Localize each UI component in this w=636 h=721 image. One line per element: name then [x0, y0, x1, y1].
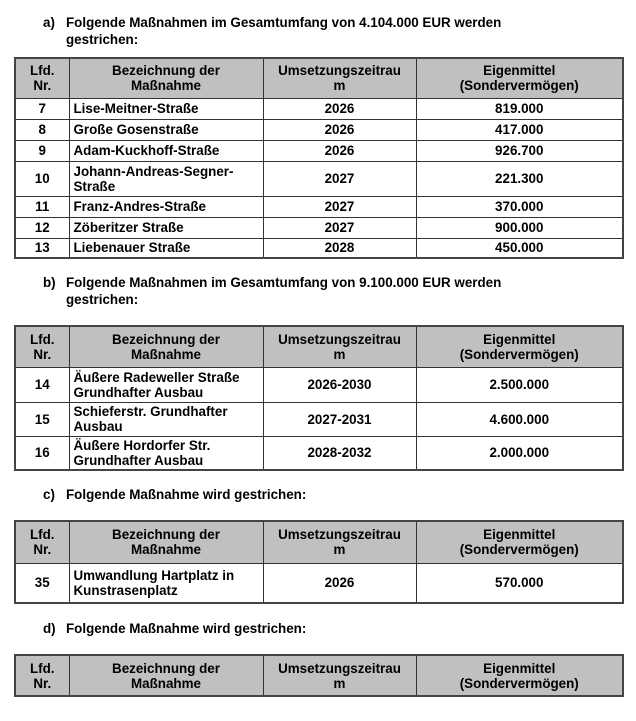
table-row [15, 238, 623, 258]
header-nr: Lfd. Nr. [15, 655, 69, 696]
cell-nr: 11 [15, 196, 69, 217]
cell-nr: 16 [15, 436, 69, 470]
table-row [15, 119, 623, 140]
section-d-table [14, 654, 624, 697]
header-period: Umsetzungszeitrau m [263, 521, 416, 563]
section-d-heading [43, 620, 603, 637]
cell-period: 2026-2030 [263, 367, 416, 402]
cell-period: 2027 [263, 217, 416, 238]
cell-funds: 926.700 [416, 140, 623, 161]
table-row [15, 140, 623, 161]
header-funds: Eigenmittel (Sondervermögen) [416, 326, 623, 367]
cell-funds: 570.000 [416, 563, 623, 603]
section-a-table [14, 57, 624, 259]
section-label: b) [43, 275, 56, 290]
cell-name: Zöberitzer Straße [69, 217, 263, 238]
cell-nr: 13 [15, 238, 69, 258]
table-row [15, 563, 623, 603]
cell-nr: 35 [15, 563, 69, 603]
section-text: Folgende Maßnahmen im Gesamtumfang von 4.104.000 EUR werden gestrichen: [66, 15, 502, 47]
cell-name: Äußere Radeweller Straße Grundhafter Ausbau [69, 367, 263, 402]
section-a-heading [43, 14, 603, 48]
table-row [15, 196, 623, 217]
cell-funds: 2.000.000 [416, 436, 623, 470]
cell-period: 2028 [263, 238, 416, 258]
table-row [15, 402, 623, 436]
cell-funds: 900.000 [416, 217, 623, 238]
cell-funds: 221.300 [416, 161, 623, 196]
cell-funds: 4.600.000 [416, 402, 623, 436]
header-nr: Lfd. Nr. [15, 58, 69, 98]
cell-name: Franz-Andres-Straße [69, 196, 263, 217]
header-period: Umsetzungszeitrau m [263, 326, 416, 367]
header-funds: Eigenmittel (Sondervermögen) [416, 58, 623, 98]
cell-name: Johann-Andreas-Segner-Straße [69, 161, 263, 196]
cell-period: 2026 [263, 563, 416, 603]
header-name: Bezeichnung der Maßnahme [69, 58, 263, 98]
section-label: d) [43, 621, 56, 636]
section-b-table [14, 325, 624, 471]
cell-name: Liebenauer Straße [69, 238, 263, 258]
cell-name: Adam-Kuckhoff-Straße [69, 140, 263, 161]
cell-name: Umwandlung Hartplatz in Kunstrasenplatz [69, 563, 263, 603]
cell-nr: 12 [15, 217, 69, 238]
cell-nr: 7 [15, 98, 69, 119]
table-row [15, 436, 623, 470]
section-b-heading [43, 274, 603, 308]
header-name: Bezeichnung der Maßnahme [69, 326, 263, 367]
cell-funds: 819.000 [416, 98, 623, 119]
cell-period: 2026 [263, 98, 416, 119]
cell-period: 2026 [263, 140, 416, 161]
cell-nr: 14 [15, 367, 69, 402]
header-nr: Lfd. Nr. [15, 521, 69, 563]
table-header-row [15, 58, 623, 98]
header-name: Bezeichnung der Maßnahme [69, 521, 263, 563]
cell-nr: 8 [15, 119, 69, 140]
table-header-row [15, 326, 623, 367]
header-period: Umsetzungszeitrau m [263, 655, 416, 696]
cell-name: Schieferstr. Grundhafter Ausbau [69, 402, 263, 436]
table-row [15, 367, 623, 402]
table-header-row [15, 655, 623, 696]
cell-funds: 2.500.000 [416, 367, 623, 402]
section-label: c) [43, 487, 55, 502]
header-funds: Eigenmittel (Sondervermögen) [416, 521, 623, 563]
section-text: Folgende Maßnahme wird gestrichen: [66, 621, 307, 636]
cell-funds: 370.000 [416, 196, 623, 217]
table-row [15, 98, 623, 119]
section-c-heading [43, 486, 603, 503]
cell-period: 2027 [263, 161, 416, 196]
section-c-table [14, 520, 624, 604]
cell-period: 2028-2032 [263, 436, 416, 470]
cell-name: Äußere Hordorfer Str. Grundhafter Ausbau [69, 436, 263, 470]
section-text: Folgende Maßnahme wird gestrichen: [66, 487, 307, 502]
header-funds: Eigenmittel (Sondervermögen) [416, 655, 623, 696]
cell-period: 2026 [263, 119, 416, 140]
section-label: a) [43, 15, 55, 30]
header-nr: Lfd. Nr. [15, 326, 69, 367]
header-name: Bezeichnung der Maßnahme [69, 655, 263, 696]
cell-funds: 417.000 [416, 119, 623, 140]
cell-nr: 9 [15, 140, 69, 161]
cell-period: 2027 [263, 196, 416, 217]
header-period: Umsetzungszeitrau m [263, 58, 416, 98]
cell-nr: 10 [15, 161, 69, 196]
section-text: Folgende Maßnahmen im Gesamtumfang von 9.100.000 EUR werden gestrichen: [66, 275, 502, 307]
table-row [15, 217, 623, 238]
cell-nr: 15 [15, 402, 69, 436]
cell-name: Große Gosenstraße [69, 119, 263, 140]
cell-name: Lise-Meitner-Straße [69, 98, 263, 119]
table-header-row [15, 521, 623, 563]
cell-period: 2027-2031 [263, 402, 416, 436]
cell-funds: 450.000 [416, 238, 623, 258]
table-row [15, 161, 623, 196]
